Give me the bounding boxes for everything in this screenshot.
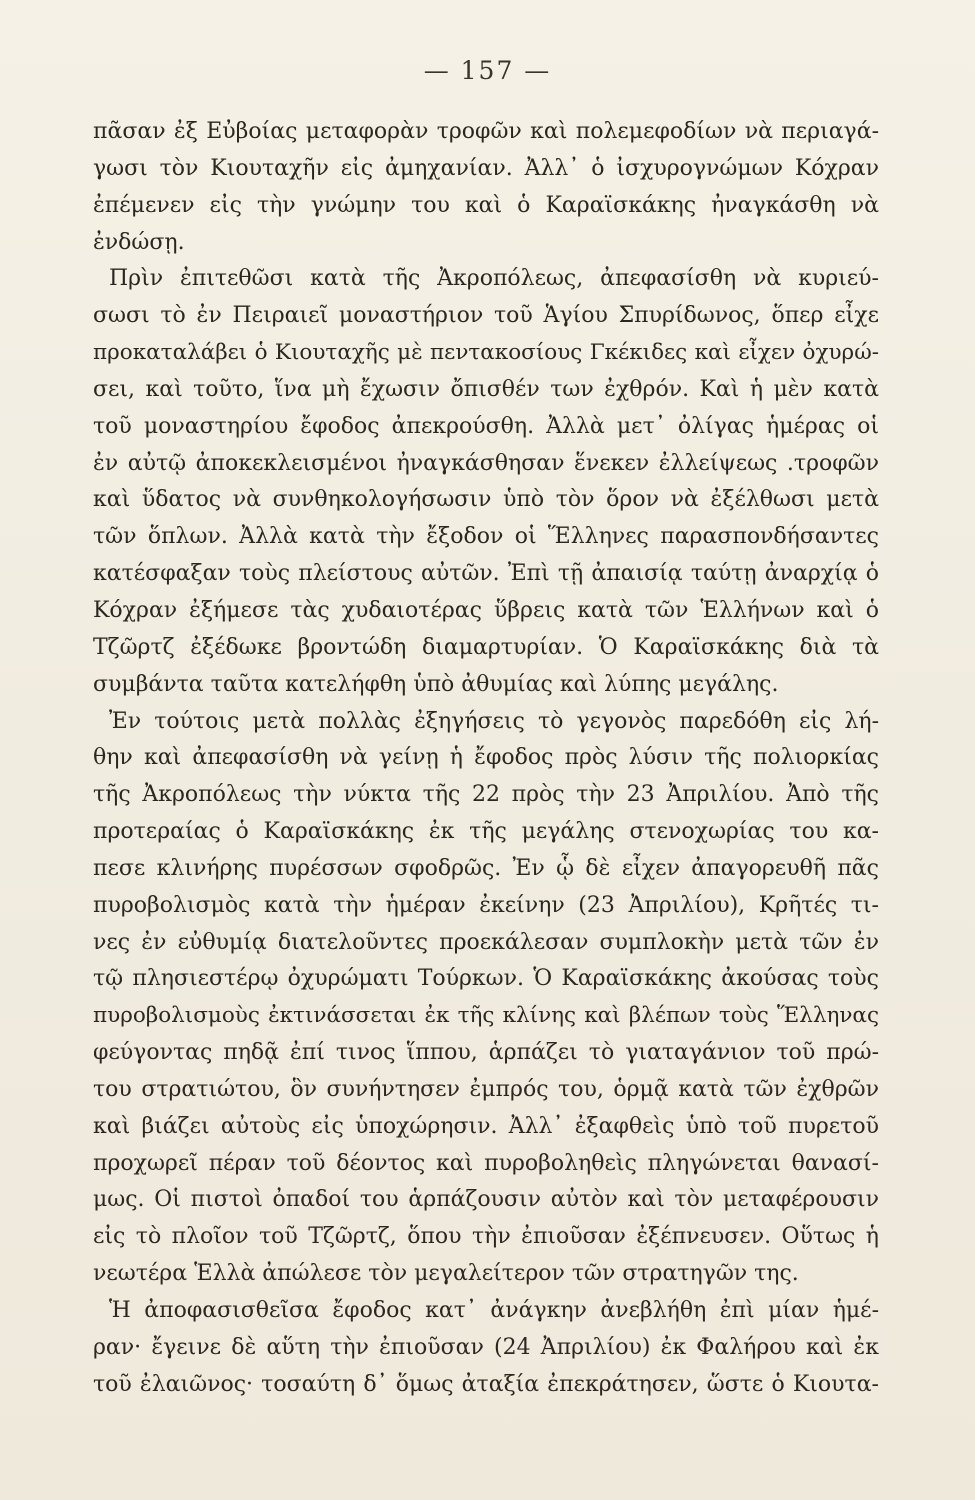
text-line: Τζῶρτζ ἐξέδωκε βροντώδη διαμαρτυρίαν. Ὁ Καραϊσκάκης διὰ τὰ (93, 634, 879, 660)
text-line: πᾶσαν ἐξ Εὐβοίας μεταφορὰν τροφῶν καὶ πολεμεφοδίων νὰ περιαγά- (93, 119, 879, 144)
text-line: νες ἐν εὐθυμίᾳ διατελοῦντες προεκάλεσαν συμπλοκὴν μετὰ τῶν ἐν (93, 929, 879, 955)
text-line: κατέσφαξαν τοὺς πλείστους αὐτῶν. Ἐπὶ τῇ ἀπαισίᾳ ταύτῃ ἀναρχίᾳ ὁ (93, 561, 879, 587)
text-line: σωσι τὸ ἐν Πειραιεῖ μοναστήριον τοῦ Ἁγίου Σπυρίδωνος, ὅπερ εἶχε (93, 303, 879, 329)
text-line: μως. Οἱ πιστοὶ ὀπαδοί του ἁρπάζουσιν αὐτὸν καὶ τὸν μεταφέρουσιν (93, 1187, 879, 1213)
text-line: νεωτέρα Ἑλλὰ ἀπώλεσε τὸν μεγαλείτερον τῶν στρατηγῶν της. (93, 1261, 799, 1287)
text-line: γωσι τὸν Κιουταχῆν εἰς ἀμηχανίαν. Ἀλλ᾽ ὁ ἰσχυρογνώμων Κόχραν (93, 155, 879, 181)
paragraph-start-line: Πρὶν ἐπιτεθῶσι κατὰ τῆς Ἀκροπόλεως, ἀπεφασίσθη νὰ κυριεύ- (109, 266, 879, 292)
text-line: τῶν ὅπλων. Ἀλλὰ κατὰ τὴν ἔξοδον οἱ Ἕλληνες παρασπονδήσαντες (93, 524, 879, 550)
text-line: ἐπέμενεν εἰς τὴν γνώμην του καὶ ὁ Καραϊσκάκης ἠναγκάσθη νὰ (93, 192, 879, 218)
text-line: ραν· ἔγεινε δὲ αὕτη τὴν ἐπιοῦσαν (24 Ἀπριλίου) ἐκ Φαλήρου καὶ ἐκ (93, 1334, 879, 1360)
text-line: θην καὶ ἀπεφασίσθη νὰ γείνῃ ἡ ἔφοδος πρὸς λύσιν τῆς πολιορκίας (93, 745, 879, 771)
text-line: τοῦ ἐλαιῶνος· τοσαύτη δ᾽ ὅμως ἀταξία ἐπεκράτησεν, ὥστε ὁ Κιουτα- (93, 1371, 879, 1397)
text-line: σει, καὶ τοῦτο, ἵνα μὴ ἔχωσιν ὄπισθέν των ἐχθρόν. Καὶ ἡ μὲν κατὰ (93, 376, 879, 402)
text-line: πυροβολισμὸς κατὰ τὴν ἡμέραν ἐκείνην (23 Ἀπριλίου), Κρῆτές τι- (93, 892, 879, 918)
text-line: τοῦ μοναστηρίου ἔφοδος ἀπεκρούσθη. Ἀλλὰ μετ᾽ ὀλίγας ἡμέρας οἱ (93, 413, 879, 439)
text-line: φεύγοντας πηδᾷ ἐπί τινος ἵππου, ἁρπάζει τὸ γιαταγάνιον τοῦ πρώ- (93, 1040, 879, 1066)
paragraph-start-line: Ἐν τούτοις μετὰ πολλὰς ἐξηγήσεις τὸ γεγονὸς παρεδόθη εἰς λή- (109, 708, 879, 734)
text-line: τῷ πλησιεστέρῳ ὀχυρώματι Τούρκων. Ὁ Καραϊσκάκης ἀκούσας τοὺς (93, 966, 879, 992)
text-line: πυροβολισμοὺς ἐκτινάσσεται ἐκ τῆς κλίνης καὶ βλέπων τοὺς Ἕλληνας (93, 1003, 879, 1029)
text-line: προτεραίας ὁ Καραϊσκάκης ἐκ τῆς μεγάλης στενοχωρίας του κα- (93, 819, 879, 845)
text-line: καὶ ὕδατος νὰ συνθηκολογήσωσιν ὑπὸ τὸν ὅρον νὰ ἐξέλθωσι μετὰ (93, 487, 879, 513)
text-line: προκαταλάβει ὁ Κιουταχῆς μὲ πεντακοσίους Γκέκιδες καὶ εἶχεν ὀχυρώ- (93, 340, 879, 366)
text-line: του στρατιώτου, ὃν συνήντησεν ἐμπρός του, ὁρμᾷ κατὰ τῶν ἐχθρῶν (93, 1076, 879, 1102)
text-line: ἐνδώσῃ. (93, 229, 185, 255)
text-line: καὶ βιάζει αὐτοὺς εἰς ὑποχώρησιν. Ἀλλ᾽ ἐξαφθεὶς ὑπὸ τοῦ πυρετοῦ (93, 1113, 879, 1139)
text-line: πεσε κλινήρης πυρέσσων σφοδρῶς. Ἐν ᾧ δὲ εἶχεν ἀπαγορευθῆ πᾶς (93, 855, 879, 881)
text-line: συμβάντα ταῦτα κατελήφθη ὑπὸ ἀθυμίας καὶ λύπης μεγάλης. (93, 671, 779, 697)
text-line: εἰς τὸ πλοῖον τοῦ Τζῶρτζ, ὅπου τὴν ἐπιοῦσαν ἐξέπνευσεν. Οὕτως ἡ (93, 1224, 879, 1250)
paragraph-start-line: Ἡ ἀποφασισθεῖσα ἔφοδος κατ᾽ ἀνάγκην ἀνεβλήθη ἐπὶ μίαν ἡμέ- (109, 1298, 879, 1323)
text-line: προχωρεῖ πέραν τοῦ δέοντος καὶ πυροβοληθεὶς πληγώνεται θανασί- (93, 1150, 879, 1176)
page-number: — 157 — (423, 56, 552, 85)
text-line: ἐν αὐτῷ ἀποκεκλεισμένοι ἠναγκάσθησαν ἕνεκεν ἐλλείψεως .τροφῶν (93, 450, 879, 476)
body-text (93, 114, 879, 1404)
text-line: Κόχραν ἐξήμεσε τὰς χυδαιοτέρας ὕβρεις κατὰ τῶν Ἑλλήνων καὶ ὁ (93, 597, 879, 623)
text-line: τῆς Ἀκροπόλεως τὴν νύκτα τῆς 22 πρὸς τὴν 23 Ἀπριλίου. Ἀπὸ τῆς (93, 782, 879, 808)
